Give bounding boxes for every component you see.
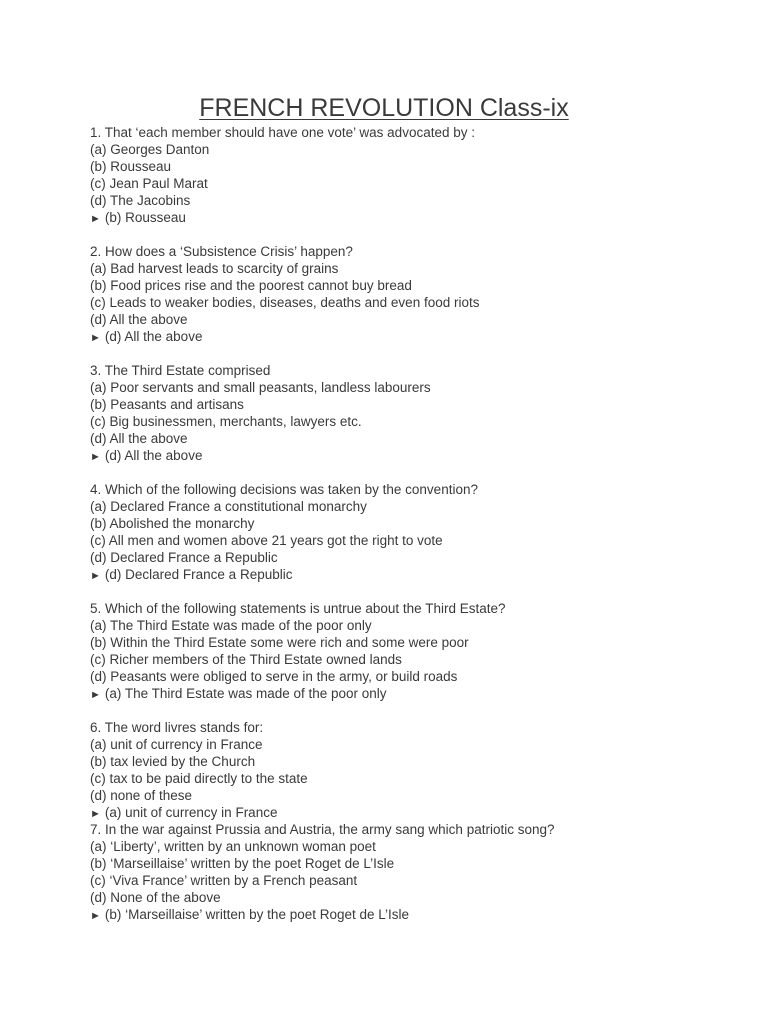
question-3 [90,362,730,464]
answer-line [90,906,730,923]
question-text: 2. How does a ‘Subsistence Crisis’ happen? [90,244,353,259]
answer-text: (b) Rousseau [104,210,186,225]
question-text: 5. Which of the following statements is untrue about the Third Estate? [90,601,506,616]
answer-arrow-icon: ► [90,910,101,922]
question-4 [90,481,730,583]
option-c: (c) All men and women above 21 years got the right to vote [90,533,443,548]
answer-arrow-icon: ► [90,808,101,820]
answer-text: (a) unit of currency in France [104,805,278,820]
answer-arrow-icon: ► [90,570,101,582]
answer-line [90,685,730,702]
option-b: (b) Peasants and artisans [90,397,244,412]
question-list [90,124,730,923]
option-a: (a) The Third Estate was made of the poor only [90,618,372,633]
question-text: 6. The word livres stands for: [90,720,264,735]
option-a: (a) Bad harvest leads to scarcity of grains [90,261,339,276]
option-c: (c) Leads to weaker bodies, diseases, deaths and even food riots [90,295,480,310]
answer-line [90,447,730,464]
option-c: (c) Richer members of the Third Estate owned lands [90,652,402,667]
option-b: (b) Rousseau [90,159,172,174]
option-a: (a) unit of currency in France [90,737,263,752]
answer-line [90,328,730,345]
option-a: (a) ‘Liberty’, written by an unknown woman poet [90,839,376,854]
answer-text: (d) All the above [104,329,203,344]
answer-line [90,566,730,583]
answer-arrow-icon: ► [90,689,101,701]
option-b: (b) Within the Third Estate some were rich and some were poor [90,635,469,650]
question-1 [90,124,730,226]
question-5 [90,600,730,702]
option-c: (c) tax to be paid directly to the state [90,771,308,786]
option-d: (d) none of these [90,788,193,803]
option-c: (c) Big businessmen, merchants, lawyers etc. [90,414,362,429]
question-7 [90,821,730,923]
option-d: (d) Declared France a Republic [90,550,278,565]
answer-text: (a) The Third Estate was made of the poor only [104,686,387,701]
option-a: (a) Poor servants and small peasants, landless labourers [90,380,431,395]
answer-line [90,804,730,821]
option-b: (b) ‘Marseillaise’ written by the poet Roget de L’Isle [90,856,395,871]
answer-arrow-icon: ► [90,213,101,225]
question-6 [90,719,730,821]
option-c: (c) Jean Paul Marat [90,176,208,191]
answer-text: (d) All the above [104,448,203,463]
answer-arrow-icon: ► [90,332,101,344]
answer-line [90,209,730,226]
option-b: (b) tax levied by the Church [90,754,256,769]
option-d: (d) All the above [90,312,188,327]
answer-text: (d) Declared France a Republic [104,567,293,582]
option-a: (a) Georges Danton [90,142,210,157]
page-title: FRENCH REVOLUTION Class-ix [199,94,569,122]
question-2 [90,243,730,345]
option-c: (c) ‘Viva France’ written by a French peasant [90,873,358,888]
option-d: (d) All the above [90,431,188,446]
option-d: (d) Peasants were obliged to serve in the army, or build roads [90,669,458,684]
question-text: 1. That ‘each member should have one vote’ was advocated by : [90,125,475,140]
question-text: 3. The Third Estate comprised [90,363,271,378]
option-a: (a) Declared France a constitutional monarchy [90,499,367,514]
option-d: (d) None of the above [90,890,221,905]
question-text: 4. Which of the following decisions was taken by the convention? [90,482,478,497]
option-b: (b) Abolished the monarchy [90,516,255,531]
option-b: (b) Food prices rise and the poorest cannot buy bread [90,278,412,293]
option-d: (d) The Jacobins [90,193,191,208]
answer-text: (b) ‘Marseillaise’ written by the poet Roget de L’Isle [104,907,410,922]
answer-arrow-icon: ► [90,451,101,463]
question-text: 7. In the war against Prussia and Austria, the army sang which patriotic song? [90,822,555,837]
